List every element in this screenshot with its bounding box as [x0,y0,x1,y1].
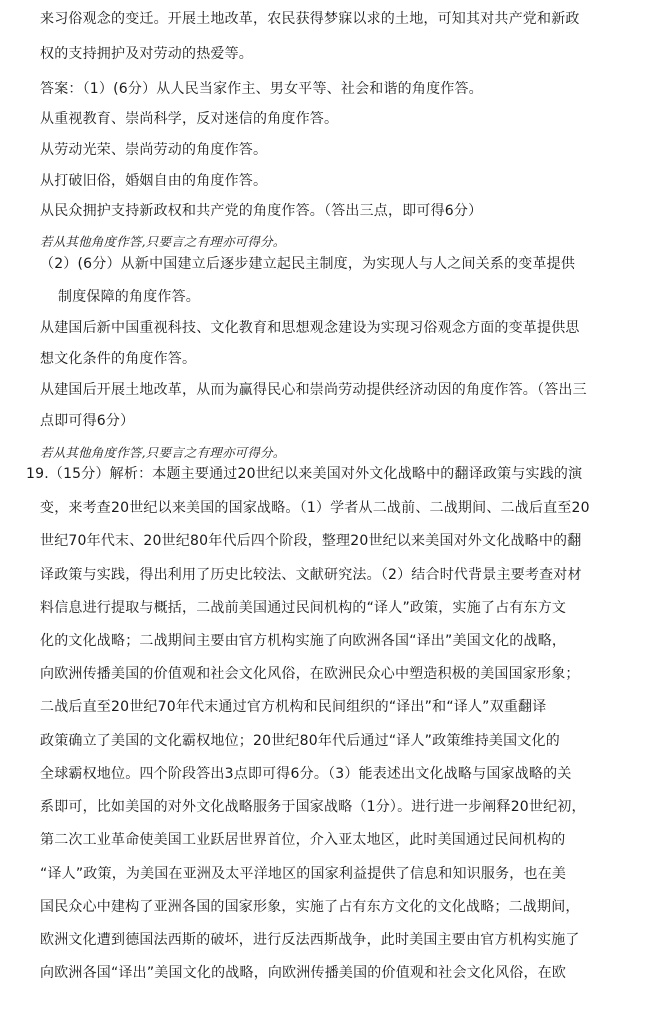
text-line: 从建国后开展土地改革，从而为赢得民心和崇尚劳动提供经济动因的角度作答。（答出三 [40,382,587,398]
text-line: 从民众拥护支持新政权和共产党的角度作答。（答出三点，即可得6分） [40,203,483,219]
text-line: 国民众心中建构了亚洲各国的国家形象，实施了占有东方文化的文化战略；二战期间， [40,899,580,915]
text-line: 点即可得6分） [40,413,135,429]
text-line: 政策确立了美国的文化霸权地位；20世纪80年代后通过“译人”政策维持美国文化的 [40,733,560,749]
grading-note: 若从其他角度作答,只要言之有理亦可得分。 [40,445,286,460]
text-line: 从劳动光荣、崇尚劳动的角度作答。 [40,142,268,158]
text-line: 向欧洲传播美国的价值观和社会文化风俗，在欧洲民众心中塑造积极的美国国家形象； [40,666,580,682]
question-19-heading-line: 19.（15分）解析：本题主要通过20世纪以来美国对外文化战略中的翻译政策与实践的演 [26,466,583,482]
text-line: 来习俗观念的变迁。开展土地改革，农民获得梦寐以求的土地，可知其对共产党和新政 [40,11,580,27]
text-line: 向欧洲各国“译出”美国文化的战略，向欧洲传播美国的价值观和社会文化风俗，在欧 [40,965,567,981]
text-line: 料信息进行提取与概括，二战前美国通过民间机构的“译人”政策，实施了占有东方文 [40,600,567,616]
grading-note: 若从其他角度作答,只要言之有理亦可得分。 [40,234,286,249]
text-line: 制度保障的角度作答。 [58,289,200,305]
text-line: “译人”政策，为美国在亚洲及太平洋地区的国家利益提供了信息和知识服务，也在美 [40,866,567,882]
text-line: 译政策与实践，得出利用了历史比较法、文献研究法。（2）结合时代背景主要考查对材 [40,567,582,583]
text-line: 第二次工业革命使美国工业跃居世界首位，介入亚太地区，此时美国通过民间机构的 [40,832,566,848]
text-line: 欧洲文化遭到德国法西斯的破坏，进行反法西斯战争，此时美国主要由官方机构实施了 [40,932,580,948]
text-line: 变，来考查20世纪以来美国的国家战略。（1）学者从二战前、二战期间、二战后直至20 [40,500,590,516]
text-line: 全球霸权地位。四个阶段答出3点即可得6分。（3）能表述出文化战略与国家战略的关 [40,766,572,782]
text-line: 二战后直至20世纪70年代末通过官方机构和民间组织的“译出”和“译人”双重翻译 [40,699,547,715]
text-line: 权的支持拥护及对劳动的热爱等。 [40,46,253,62]
text-line: 从建国后新中国重视科技、文化教育和思想观念建设为实现习俗观念方面的变革提供思 [40,320,580,336]
text-line: 想文化条件的角度作答。 [40,351,197,367]
text-line: 世纪70年代末、20世纪80年代后四个阶段，整理20世纪以来美国对外文化战略中的翻 [40,533,582,549]
text-line: （2）(6分）从新中国建立后逐步建立起民主制度，为实现人与人之间关系的变革提供 [40,256,576,272]
text-line: 从重视教育、崇尚科学，反对迷信的角度作答。 [40,111,339,127]
answer-heading-line: 答案：（1）(6分）从人民当家作主、男女平等、社会和谐的角度作答。 [40,81,483,97]
text-line: 从打破旧俗，婚姻自由的角度作答。 [40,173,268,189]
text-line: 化的文化战略；二战期间主要由官方机构实施了向欧洲各国“译出”美国文化的战略， [40,633,567,649]
text-line: 系即可，比如美国的对外文化战略服务于国家战略（1分）。进行进一步阐释20世纪初， [40,799,586,815]
